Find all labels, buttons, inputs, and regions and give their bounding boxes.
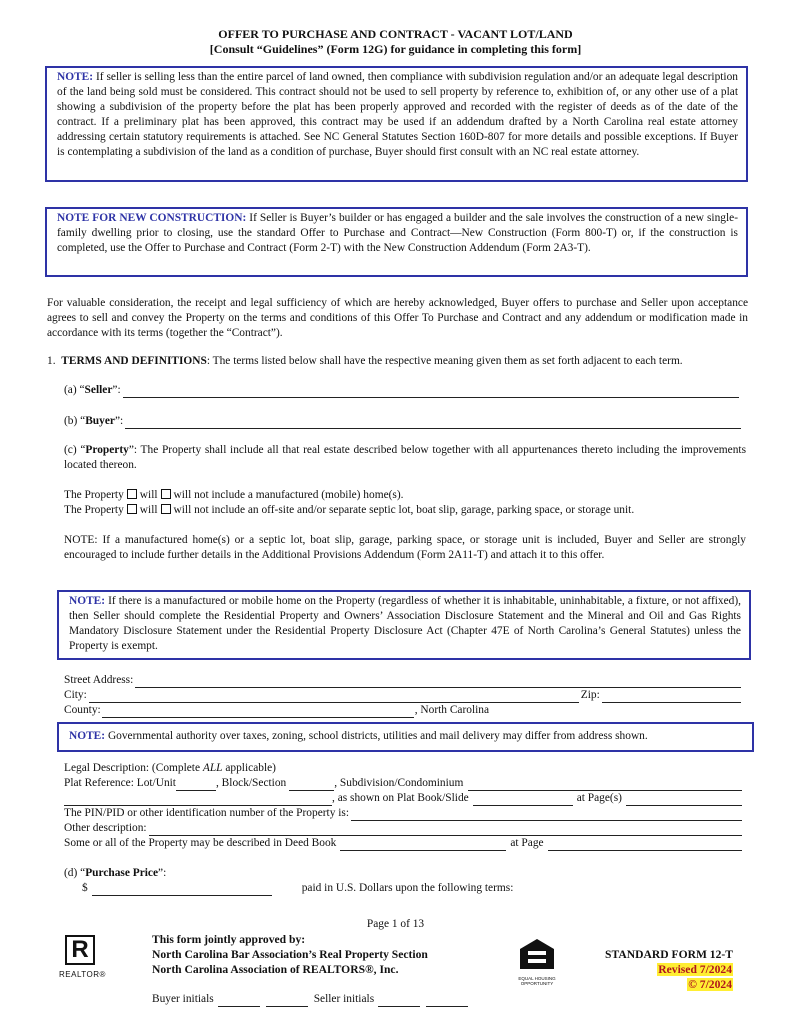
manufactured-home-note-text: If there is a manufactured or mobile home on the Property (regardless of whether it is inhabitable, uninhabitable, a fixture, or not affixed), then Seller should complete the Residential Property and Owners’ Association Disclosure Statement and the Mineral and Oil and Gas Rights Mandatory Disclosure Statement under the Residential Property Disclosure Act (Chapter 47E of North Carolina’s General Statutes) unless the Property is exempt. [69, 595, 741, 652]
note-label: NOTE: [69, 730, 106, 742]
plat-book-field[interactable] [473, 795, 573, 806]
governmental-authority-note-text: Governmental authority over taxes, zoning, school districts, utilities and mail delivery may differ from address shown. [107, 730, 648, 742]
county-row: County: , North Carolina [64, 704, 490, 716]
page-number: Page 1 of 13 [366, 918, 425, 930]
city-field[interactable] [89, 692, 579, 703]
manufactured-home-row: The Property will will not include a manufactured (mobile) home(s). [64, 489, 404, 501]
will-not-checkbox[interactable] [161, 504, 171, 514]
block-section-field[interactable] [289, 780, 334, 791]
subdivision-continued-field[interactable] [64, 795, 332, 806]
approved-by-line-1: This form jointly approved by: [152, 933, 306, 946]
zip-field[interactable] [602, 692, 741, 703]
will-not-checkbox[interactable] [161, 489, 171, 499]
plat-book-row: , as shown on Plat Book/Slide at Page(s) [64, 791, 744, 806]
city-row: City: Zip: [64, 688, 743, 703]
initials-row: Buyer initials Seller initials [152, 992, 468, 1007]
pin-field[interactable] [351, 810, 742, 821]
form-title: OFFER TO PURCHASE AND CONTRACT - VACANT LOT/LAND [218, 27, 573, 41]
approved-by-line-2: North Carolina Bar Association’s Real Property Section [152, 948, 428, 961]
subdivision-note-text: If seller is selling less than the entire parcel of land owned, then compliance with subdivision regulation and/or an adequate legal description of the land being sold must be considered. This contract should not be used to sell property by reference to, exhibition of, or any other use of a plat showing a subdivision of the property before the plat has been properly approved and recorded with the register of deeds as of the date of the contract. If a preliminary plat has been approved, this contract may be used if an addendum drafted by a North Carolina real estate attorney addressing certain statutory requirements is attached. See NC General Statutes Section 160D-807 for more details and possible exceptions. If Buyer is contemplating a subdivision of the land as a condition of purchase, Buyer should first consult with an NC real estate attorney. [57, 71, 738, 158]
lot-unit-field[interactable] [176, 780, 216, 791]
form-subtitle: [Consult “Guidelines” (Form 12G) for guidance in completing this form] [209, 42, 582, 56]
equal-housing-text-2: OPPORTUNITY [520, 981, 554, 986]
buyer-field[interactable] [125, 418, 741, 429]
will-checkbox[interactable] [127, 489, 137, 499]
buyer-row: (b) “Buyer”: [64, 414, 743, 429]
septic-lot-note: NOTE: If a manufactured home(s) or a septic lot, boat slip, garage, parking space, or storage unit is included, Buyer and Seller are strongly encouraged to include further details in the Additional Provisions Addendum (Form 2A11-T) and attach it to this offer. [64, 534, 746, 561]
street-address-field[interactable] [135, 677, 741, 688]
manufactured-home-note-box [57, 590, 751, 660]
governmental-authority-note-box [57, 722, 754, 752]
seller-initials-field-2[interactable] [426, 996, 468, 1007]
note-label: NOTE: [57, 71, 94, 83]
plat-pages-field[interactable] [626, 795, 742, 806]
seller-initials-field-1[interactable] [378, 996, 420, 1007]
approved-by-line-3: North Carolina Association of REALTORS®, Inc. [152, 963, 399, 976]
county-field[interactable] [102, 707, 414, 718]
deed-book-row: Some or all of the Property may be described in Deed Book at Page [64, 836, 744, 851]
intro-paragraph: For valuable consideration, the receipt and legal sufficiency of which are hereby acknowledged, Buyer offers to purchase and Seller upon acceptance agrees to sell and convey the Property on the terms and conditions of this Offer To Purchase and Contract and any addendum or modification made in accordance with its terms (together the “Contract”). [47, 297, 748, 339]
equal-housing-icon [517, 937, 557, 971]
legal-description-heading: Legal Description: (Complete ALL applicable) [64, 762, 276, 774]
offsite-row: The Property will will not include an off-site and/or separate septic lot, boat slip, garage, parking space, or storage unit. [64, 504, 635, 516]
deed-page-field[interactable] [548, 840, 742, 851]
new-construction-note-text: If Seller is Buyer’s builder or has engaged a builder and the sale involves the construction of a new single-family dwelling prior to closing, use the standard Offer to Purchase and Contract—New Construction (Form 800-T) or, if the construction is completed, use the Offer to Purchase and Contract (Form 2-T) with the New Construction Addendum (Form 2A3-T). [57, 212, 738, 254]
property-definition: (c) “Property”: The Property shall include all that real estate described below together with all appurtenances thereto including the improvements located thereon. [64, 444, 747, 471]
buyer-initials-field-2[interactable] [266, 996, 308, 1007]
other-description-field[interactable] [149, 825, 742, 836]
pin-row: The PIN/PID or other identification number of the Property is: [64, 806, 744, 821]
deed-book-field[interactable] [340, 840, 506, 851]
buyer-initials-field-1[interactable] [218, 996, 260, 1007]
new-construction-note-box [45, 207, 748, 277]
other-description-row: Other description: [64, 821, 744, 836]
seller-row: (a) “Seller”: [64, 383, 741, 398]
form-number: STANDARD FORM 12-T [605, 948, 733, 961]
note-label: NOTE FOR NEW CONSTRUCTION: [57, 212, 247, 224]
realtor-logo [59, 933, 106, 987]
purchase-price-label: (d) “Purchase Price”: [64, 867, 167, 879]
section-1-heading: 1. TERMS AND DEFINITIONS: The terms listed below shall have the respective meaning given them as set forth adjacent to each term. [47, 355, 683, 367]
seller-field[interactable] [123, 387, 739, 398]
realtor-r-icon: R [65, 935, 95, 965]
will-checkbox[interactable] [127, 504, 137, 514]
street-address-row: Street Address: [64, 673, 743, 688]
subdivision-note-box [45, 66, 748, 182]
equal-housing-text-1: EQUAL HOUSING [518, 976, 556, 981]
copyright-date: © 7/2024 [688, 978, 732, 991]
purchase-price-row: $ paid in U.S. Dollars upon the following terms: [82, 882, 514, 894]
note-label: NOTE: [69, 595, 106, 607]
purchase-price-field[interactable] [92, 885, 272, 896]
plat-reference-row: Plat Reference: Lot/Unit , Block/Section , Subdivision/Condominium [64, 776, 744, 791]
equal-housing-logo [517, 937, 557, 987]
realtor-logo-text: REALTOR® [59, 970, 106, 979]
revised-date: Revised 7/2024 [658, 963, 732, 976]
subdivision-field[interactable] [468, 780, 742, 791]
